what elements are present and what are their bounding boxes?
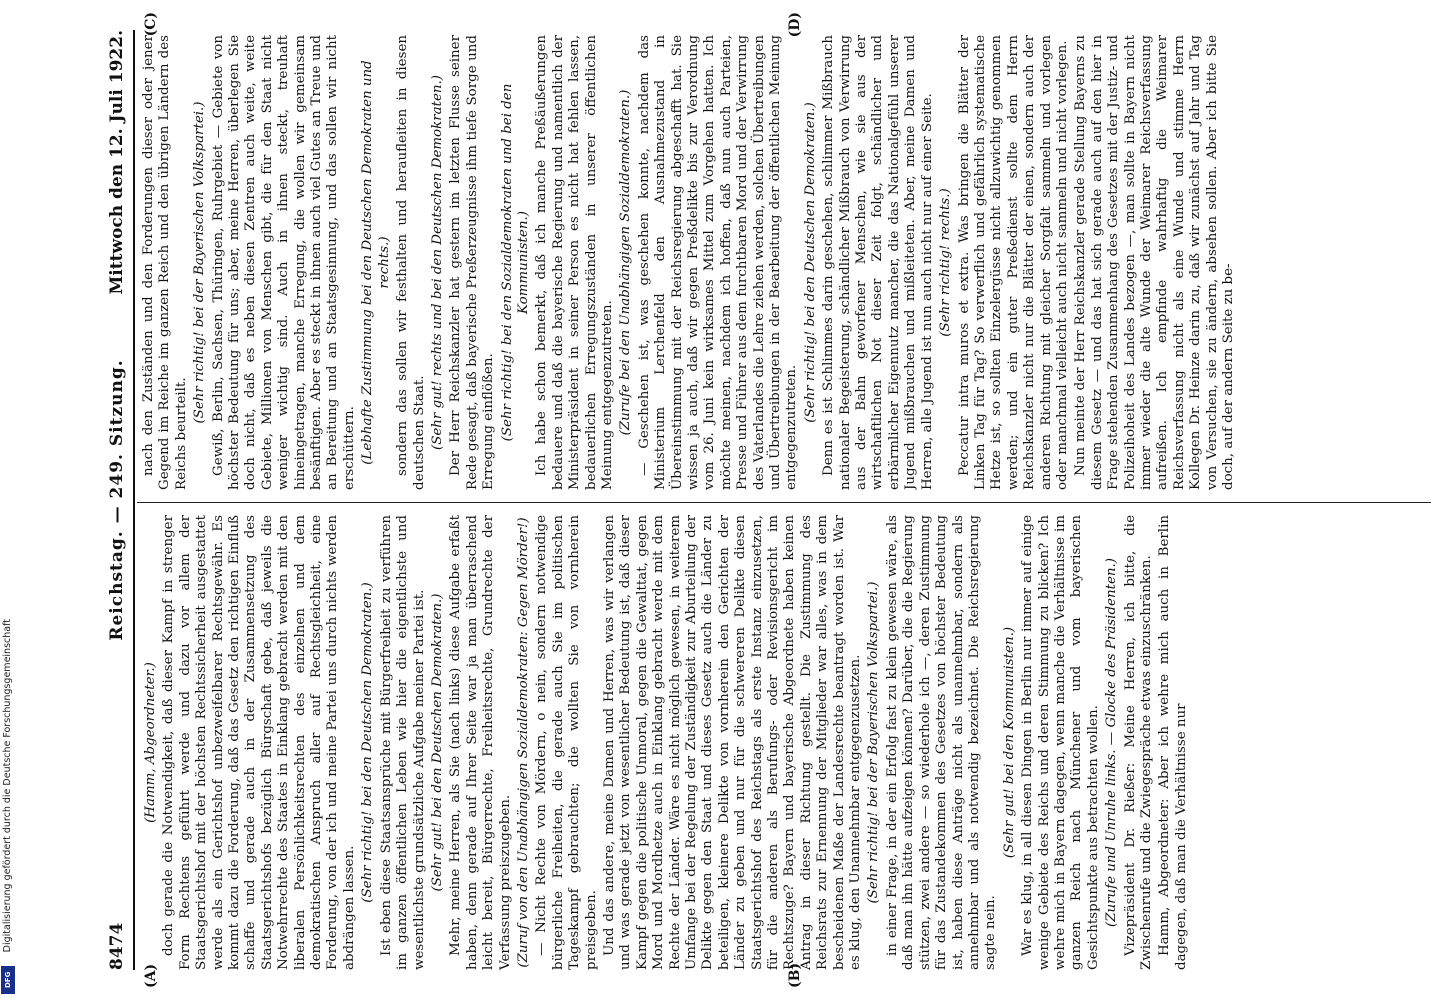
paragraph: sondern das sollen wir festhalten und heraufleiten in diesen deutschen Staat.: [395, 35, 427, 490]
left-text-column: [141, 515, 1429, 970]
dfg-credit-text: Digitalisierung gefördert durch die Deutsche Forschungsgemeinschaft: [2, 618, 13, 952]
right-text-column: [141, 35, 1429, 490]
paragraph: Vizepräsident Dr. Rießer: Meine Herren, ich bitte, die Zwischenrufe und die Zwiegespräche etwas einzuschränken.: [1122, 515, 1154, 970]
interjection: (Zurufe und Unruhe links. — Glocke des Präsidenten.): [1104, 558, 1120, 928]
margin-mark-c: (C): [143, 12, 159, 37]
margin-mark-b: (B): [787, 962, 803, 988]
paragraph: Und das andere, meine Damen und Herren, was wir verlangen und was gerade jetzt von wesentlicher Bedeutung ist, daß dieser Kampf gegen die politische Unmoral, gegen die Gewalttat, gegen Mord und Mordhetze auch in Einklang gebracht werde mit dem Rechte der Länder. Wäre es nicht möglich gewesen, in weiterem Umfange bei der Regelung der Zuständigkeit zur Aburteilung der Delikte gegen den Staat und dieses Gesetz auch die Länder zu beteiligen, kleinere Delikte von vornherein den Gerichten der Länder zu geben und nur für die schwereren Delikte diesen Staatsgerichtshof des Reichstags als erste Instanz einzusetzen, für die anderen als Berufungs- oder Revisionsgericht im Rechtszuge? Bayern und bayerische Abgeordnete haben keinen Antrag in dieser Richtung gestellt. Die Zustimmung des Reichsrats zur Ernennung der Mitglieder war alles, was in dem bescheidenen Maße der Landesrechte beantragt worden ist. War es klug, den Unannehmbar entgegenzusetzen.: [601, 515, 864, 970]
interjection: (Sehr richtig! bei den Deutschen Demokraten.): [360, 582, 376, 903]
interjection: (Sehr richtig! rechts.): [938, 188, 954, 337]
interjection: (Zuruf von den Unabhängigen Sozialdemokraten: Gegen Mörder!): [515, 517, 531, 968]
paragraph: Denn es ist Schlimmes darin geschehen, schlimmer Mißbrauch nationaler Begeisterung, schändlicher Mißbrauch von Verwirrung aus der Bahn geworfener Menschen, wie sie aus der wirtschaftlichen Not dieser Zeit folgt, schändlicher und erbärmlicher Eigennutz mancher, die das Nationalgefühl unserer Jugend mißbrauchen und mißleiteten. Aber, meine Damen und Herren, alle Jugend ist nun auch nicht nur auf einer Seite.: [821, 35, 935, 490]
column-divider: [137, 502, 1431, 503]
interjection: (Sehr richtig! bei den Sozialdemokraten und bei den Kommunisten.): [499, 83, 531, 442]
interjection: (Hamm, Abgeordneter.): [143, 662, 158, 823]
paragraph: — Geschehen ist, was geschehen konnte, nachdem das Ministerium Lerchenfeld den Ausnahmezustand in Übereinstimmung mit der Reichsregierung abgeschafft hat. Sie wissen ja auch, daß wir gegen Preßdelikte bis zur Verordnung vom 26. Juni kein wirksames Mittel zum Vorgehen hatten. Ich möchte meinen, nachdem ich hoffen, daß nun auch Parteien, Presse und Führer aus dem furchtbaren Mord und der Verwirrung des Vaterlandes die Lehre ziehen werden, solchen Übertreibungen und Übertreibungen in der Bearbeitung der öffentlichen Meinung entgegenzutreten.: [636, 35, 800, 490]
paragraph: War es klug, in all diesen Dingen in Berlin nur immer auf einige wenige Gebiete des Reichs und deren Stimmung zu blicken? Ich wehre mich in Bayern dagegen, wenn manche die Verhältnisse im ganzen Reich nach Münchener und vom bayerischen Gesichtspunkte aus betrachten wollen.: [1020, 515, 1101, 970]
page-header: [105, 30, 135, 970]
margin-mark-a: (A): [143, 963, 159, 988]
interjection: (Sehr gut! bei den Deutschen Demokraten.): [429, 593, 445, 892]
digitization-sidebar: [0, 0, 18, 1000]
interjection: (Lebhafte Zustimmung bei den Deutschen Demokraten und rechts.): [360, 60, 392, 465]
paragraph: Gewiß, Berlin, Sachsen, Thüringen, Ruhrgebiet — Gebiete von höchster Bedeutung für uns; aber, meine Herren, überlegen Sie doch nicht, daß es neben diesen Zentren auch weite, weite Gebiete, Millionen von Menschen gibt, die für den Staat nicht weniger wichtig sind. Auch in ihnen steckt, treuhaft hineingetragen, manche Erregung, die wollen wir gemeinsam besänftigen. Aber es steckt in ihnen auch viel Gutes an Treue und an Bereitung und an Staatsgesinnung, und das sollen wir nicht erschüttern.: [210, 35, 357, 490]
interjection: (Zurufe bei den Unabhängigen Sozialdemokraten.): [618, 89, 634, 436]
paragraph: doch gerade die Notwendigkeit, daß dieser Kampf in strenger Form Rechtens geführt werde und dazu vor allem der Staatsgerichtshof mit der höchsten Rechtssicherheit ausgestattet werde als ein Gerichtshof unbezweifelbarer Rechtsgewähr. Es kommt dazu die Forderung, daß das Gesetz den richtigen Einfluß schaffe und gerade auch in der Zusammensetzung des Staatsgerichtshofs bezüglich Bürgschaft gebe, daß jeweils die Notwehrrechte des Staates in Einklang gebracht werden mit den liberalen Persönlichkeitsrechten des einzelnen und dem demokratischen Anspruch aller auf Rechtsgleichheit, eine Forderung, von der ich und meine Partei uns durch nichts werden abdrängen lassen.: [161, 515, 357, 970]
paragraph: Ist eben diese Staatsansprüche mit Bürgerfreiheit zu verführen im ganzen öffentlichen Leben wie hier die eigentlichste und wesentlichste grundsätzliche Aufgabe meiner Partei ist.: [378, 515, 427, 970]
interjection: (Sehr gut! rechts und bei den Deutschen Demokraten.): [429, 74, 445, 451]
interjection: (Sehr gut! bei den Kommunisten.): [1001, 626, 1017, 859]
paragraph: Nun meinte der Herr Reichskanzler gerade Stellung Bayerns zu diesem Gesetz — und das hat sich gerade auch auf den hier in Frage stehenden Zusammenhang des Gesetzes mit der Justiz- und Polizeihoheit des Landes bezogen —, man sollte in Bayern nicht immer wieder die alte Wunde der Weimarer Reichsverfassung aufreißen. Ich empfinde wahrhaftig die Weimarer Reichsverfassung nicht als eine Wunde und stimme Herrn Kollegen Dr. Heinze darin zu, daß wir zunächst auf Jahr und Tag von Versuchen, sie zu ändern, absehen sollen. Aber ich bitte Sie doch, auf der andern Seite zu be-: [1073, 35, 1236, 490]
interjection: (Sehr richtig! bei der Bayerischen Volkspartei.): [192, 101, 208, 424]
dfg-logo: DFG: [1, 966, 15, 994]
margin-mark-d: (D): [787, 12, 803, 38]
paragraph: Der Herr Reichskanzler hat gestern im letzten Flusse seiner Rede gesagt, daß bayerische Preßerzeugnisse ihm tiefe Sorge und Erregung einflößen.: [448, 35, 497, 490]
paragraph: Mehr, meine Herren, als Sie (nach links) diese Aufgabe erfaßt haben, denn gerade auf Ihrer Seite war ja man überraschend leicht bereit, Bürgerrechte, Freiheitsrechte, Grundrechte der Verfassung preiszugeben.: [448, 515, 513, 970]
interjection: (Sehr richtig! bei den Deutschen Demokraten.): [802, 102, 818, 423]
paragraph: — Nicht Rechte von Mördern, o nein, sondern notwendige bürgerliche Freiheiten, die gerade auch Sie im politischen Tageskampf gebrauchten; die wollten Sie von vornherein preisgeben.: [534, 515, 599, 970]
paragraph: Hamm, Abgeordneter: Aber ich wehre mich auch in Berlin dagegen, daß man die Verhältnisse nur: [1157, 515, 1189, 970]
session-date: Mittwoch den 12. Juli 1922.: [107, 30, 127, 295]
paragraph: nach den Zuständen und den Forderungen dieser oder jener Gegend im Reiche im ganzen Reich und den übrigen Ländern des Reichs beurteilt.: [141, 35, 189, 490]
paragraph: in einer Frage, in der ein Erfolg fast zu klein gewesen wäre, als daß man ihn hätte aufzeigen können? Darüber, die die Regierung stützen, zwei andere — so wiederhole ich —, deren Zustimmung für das Zustandekommen des Gesetzes von höchster Bedeutung ist, haben diese Anträge nicht als unannehmbar, sondern als annehmbar und als notwendig bezeichnet. Die Reichsregierung sagte nein.: [884, 515, 999, 970]
page-number: 8474: [107, 922, 127, 970]
paragraph: Ich habe schon bemerkt, daß ich manche Preßäußerungen bedauere und daß die bayerische Regierung und namentlich der Ministerpräsident in seiner Person es nicht hat fehlen lassen, bedauerlichen Erregungszuständen in unserer öffentlichen Meinung entgegenzutreten.: [534, 35, 615, 490]
session-title: Reichstag. — 249. Sitzung.: [107, 359, 127, 641]
paragraph: Peccatur intra muros et extra. Was bringen die Blätter der Linken Tag für Tag? So verwerflich und gefährlich systematische Hetze ist, so sollten Einzelergüsse nicht allzuwichtig genommen werden; und ein guter Preßedienst sollte dem Herrn Reichskanzler nicht nur die Blätter der einen, sondern auch der anderen Richtung mit gleicher Sorgfalt sammeln und vorlegen oder manchmal vielleicht auch nicht sammeln und nicht vorlegen.: [956, 35, 1070, 490]
interjection: (Sehr richtig! bei der Bayerischen Volkspartei.): [866, 581, 882, 904]
document-page: [97, 12, 1434, 988]
